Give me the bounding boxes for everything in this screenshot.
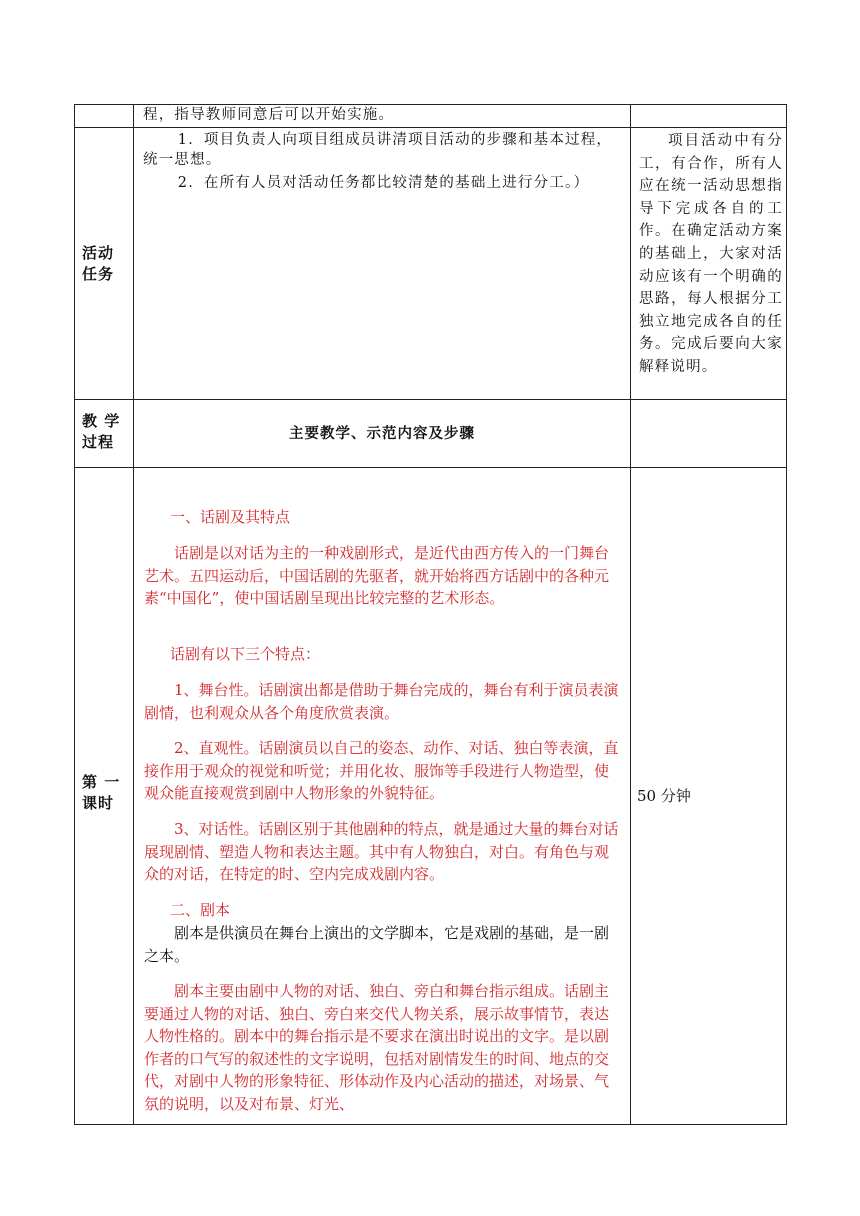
paragraph-script-composition: 剧本主要由剧中人物的对话、独白、旁白和舞台指示组成。话剧主要通过人物的对话、独白、旁白来交代人物关系，展示故事情节，表达人物性格的。剧本中的舞台指示是不要求在演出时说出的文字。是以剧作者的口气写的叙述性的文字说明，包括对剧情发生的时间、地点的交代，对剧中人物的形象特征、形体动作及内心活动的描述，对场景、气氛的说明，以及对布景、灯光、 — [144, 982, 610, 1113]
activity-label: 活动 任务 — [82, 244, 115, 283]
activity-item-2: 2．在所有人员对活动任务都比较清楚的基础上进行分工。） — [177, 175, 590, 191]
paragraph-feature-stage: 1、舞台性。话剧演出都是借助于舞台完成的，舞台有利于演员表演剧情，也利观众从各个角度欣赏表演。 — [144, 681, 619, 722]
continuation-text: 程，指导教师同意后可以开始实施。 — [143, 107, 395, 123]
table-border-bottom — [74, 1124, 787, 1125]
paragraph-features-intro: 话剧有以下三个特点： — [170, 645, 321, 663]
paragraph-definition: 话剧是以对话为主的一种戏剧形式，是近代由西方传入的一门舞台艺术。五四运动后，中国话剧的先驱者，就开始将西方话剧中的各种元素“中国化”，使中国话剧呈现出比较完整的艺术形态。 — [144, 544, 610, 607]
lesson-label: 第 一 课时 — [82, 773, 121, 812]
column-divider-1 — [133, 104, 134, 1124]
row-divider-2 — [74, 399, 787, 400]
paragraph-feature-visual: 2、直观性。话剧演员以自己的姿态、动作、对话、独白等表演，直接作用于观众的视觉和听觉；并用化妆、服饰等手段进行人物造型，使观众能直接观赏到剧中人物形象的外貌特征。 — [144, 739, 619, 802]
table-border-left — [74, 104, 75, 1124]
paragraph-feature-dialogue: 3、对话性。话剧区别于其他剧种的特点，就是通过大量的舞台对话展现剧情、塑造人物和表达主题。其中有人物独白，对白。有角色与观众的对话，在特定的时、空内完成戏剧内容。 — [144, 820, 619, 883]
column-divider-2 — [630, 104, 631, 1124]
section-heading-1: 一、话剧及其特点 — [170, 508, 291, 526]
activity-note: 项目活动中有分工，有合作，所有人应在统一活动思想指导下完成各自的工作。在确定活动方案的基础上，大家对活动应该有一个明确的思路，每人根据分工独立地完成各自的任务。完成后要向大家解释说明。 — [639, 133, 783, 375]
row-divider-1 — [74, 127, 787, 128]
table-border-right — [786, 104, 787, 1124]
paragraph-script-definition: 剧本是供演员在舞台上演出的文学脚本，它是戏剧的基础，是一剧之本。 — [144, 924, 610, 965]
content-column-title: 主要教学、示范内容及步骤 — [289, 426, 475, 442]
activity-item-1: 1．项目负责人向项目组成员讲清项目活动的步骤和基本过程，统一思想。 — [143, 132, 613, 168]
lesson-duration: 50 分钟 — [637, 787, 691, 805]
row-divider-3 — [74, 467, 787, 468]
process-label: 教 学 过程 — [82, 412, 121, 451]
section-heading-2: 二、剧本 — [170, 901, 231, 919]
